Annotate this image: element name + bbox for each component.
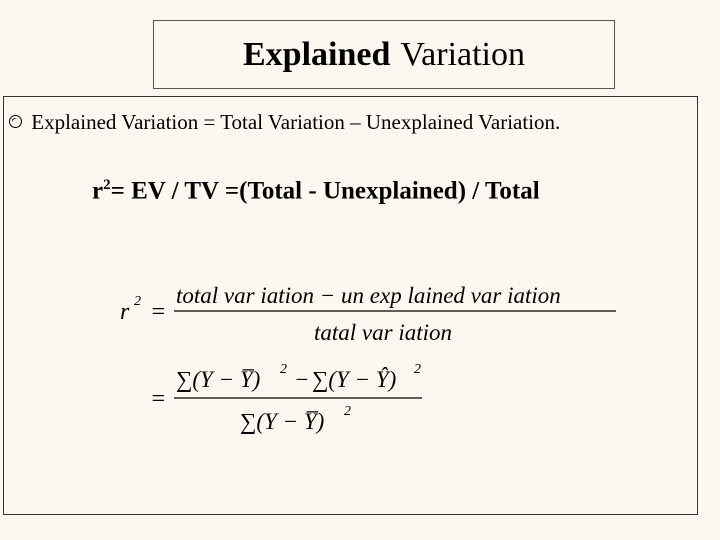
eq-lhs-r: r: [120, 299, 130, 325]
title-bold-word: Explained: [242, 35, 391, 73]
sum-term-1: ∑(Y − Y̅): [176, 367, 261, 392]
eq-numerator: total var iation − un exp lained var iation: [176, 283, 561, 308]
sum-term-1-exponent: 2: [280, 362, 287, 377]
bullet-text: Explained Variation = Total Variation – Unexplained Variation.: [31, 110, 561, 134]
r-exponent: 2: [103, 177, 111, 193]
sum-term-2-exponent: 2: [414, 362, 421, 377]
bullet-item: [9, 110, 560, 135]
formula-text: = EV / TV =(Total - Unexplained) / Total: [110, 177, 540, 205]
circle-bullet-icon: [9, 115, 22, 128]
r-symbol: r: [92, 177, 104, 205]
equation-svg: [114, 277, 634, 517]
eq-denominator: tatal var iation: [314, 320, 452, 345]
sum-denominator-exponent: 2: [344, 404, 351, 419]
sum-term-2: ∑(Y − Ŷ): [312, 367, 397, 392]
eq-lhs-exponent: 2: [134, 294, 141, 309]
content-box: [3, 96, 698, 515]
eq-equals-2: =: [150, 386, 167, 412]
equation-block: [114, 277, 634, 517]
sum-denominator: ∑(Y − Y̅): [240, 409, 325, 434]
title-normal-word: Variation: [400, 35, 526, 73]
r-squared-definition: [92, 177, 540, 205]
slide-title-box: [153, 20, 615, 89]
sum-minus: −: [294, 367, 310, 392]
eq-equals-1: =: [150, 299, 167, 325]
